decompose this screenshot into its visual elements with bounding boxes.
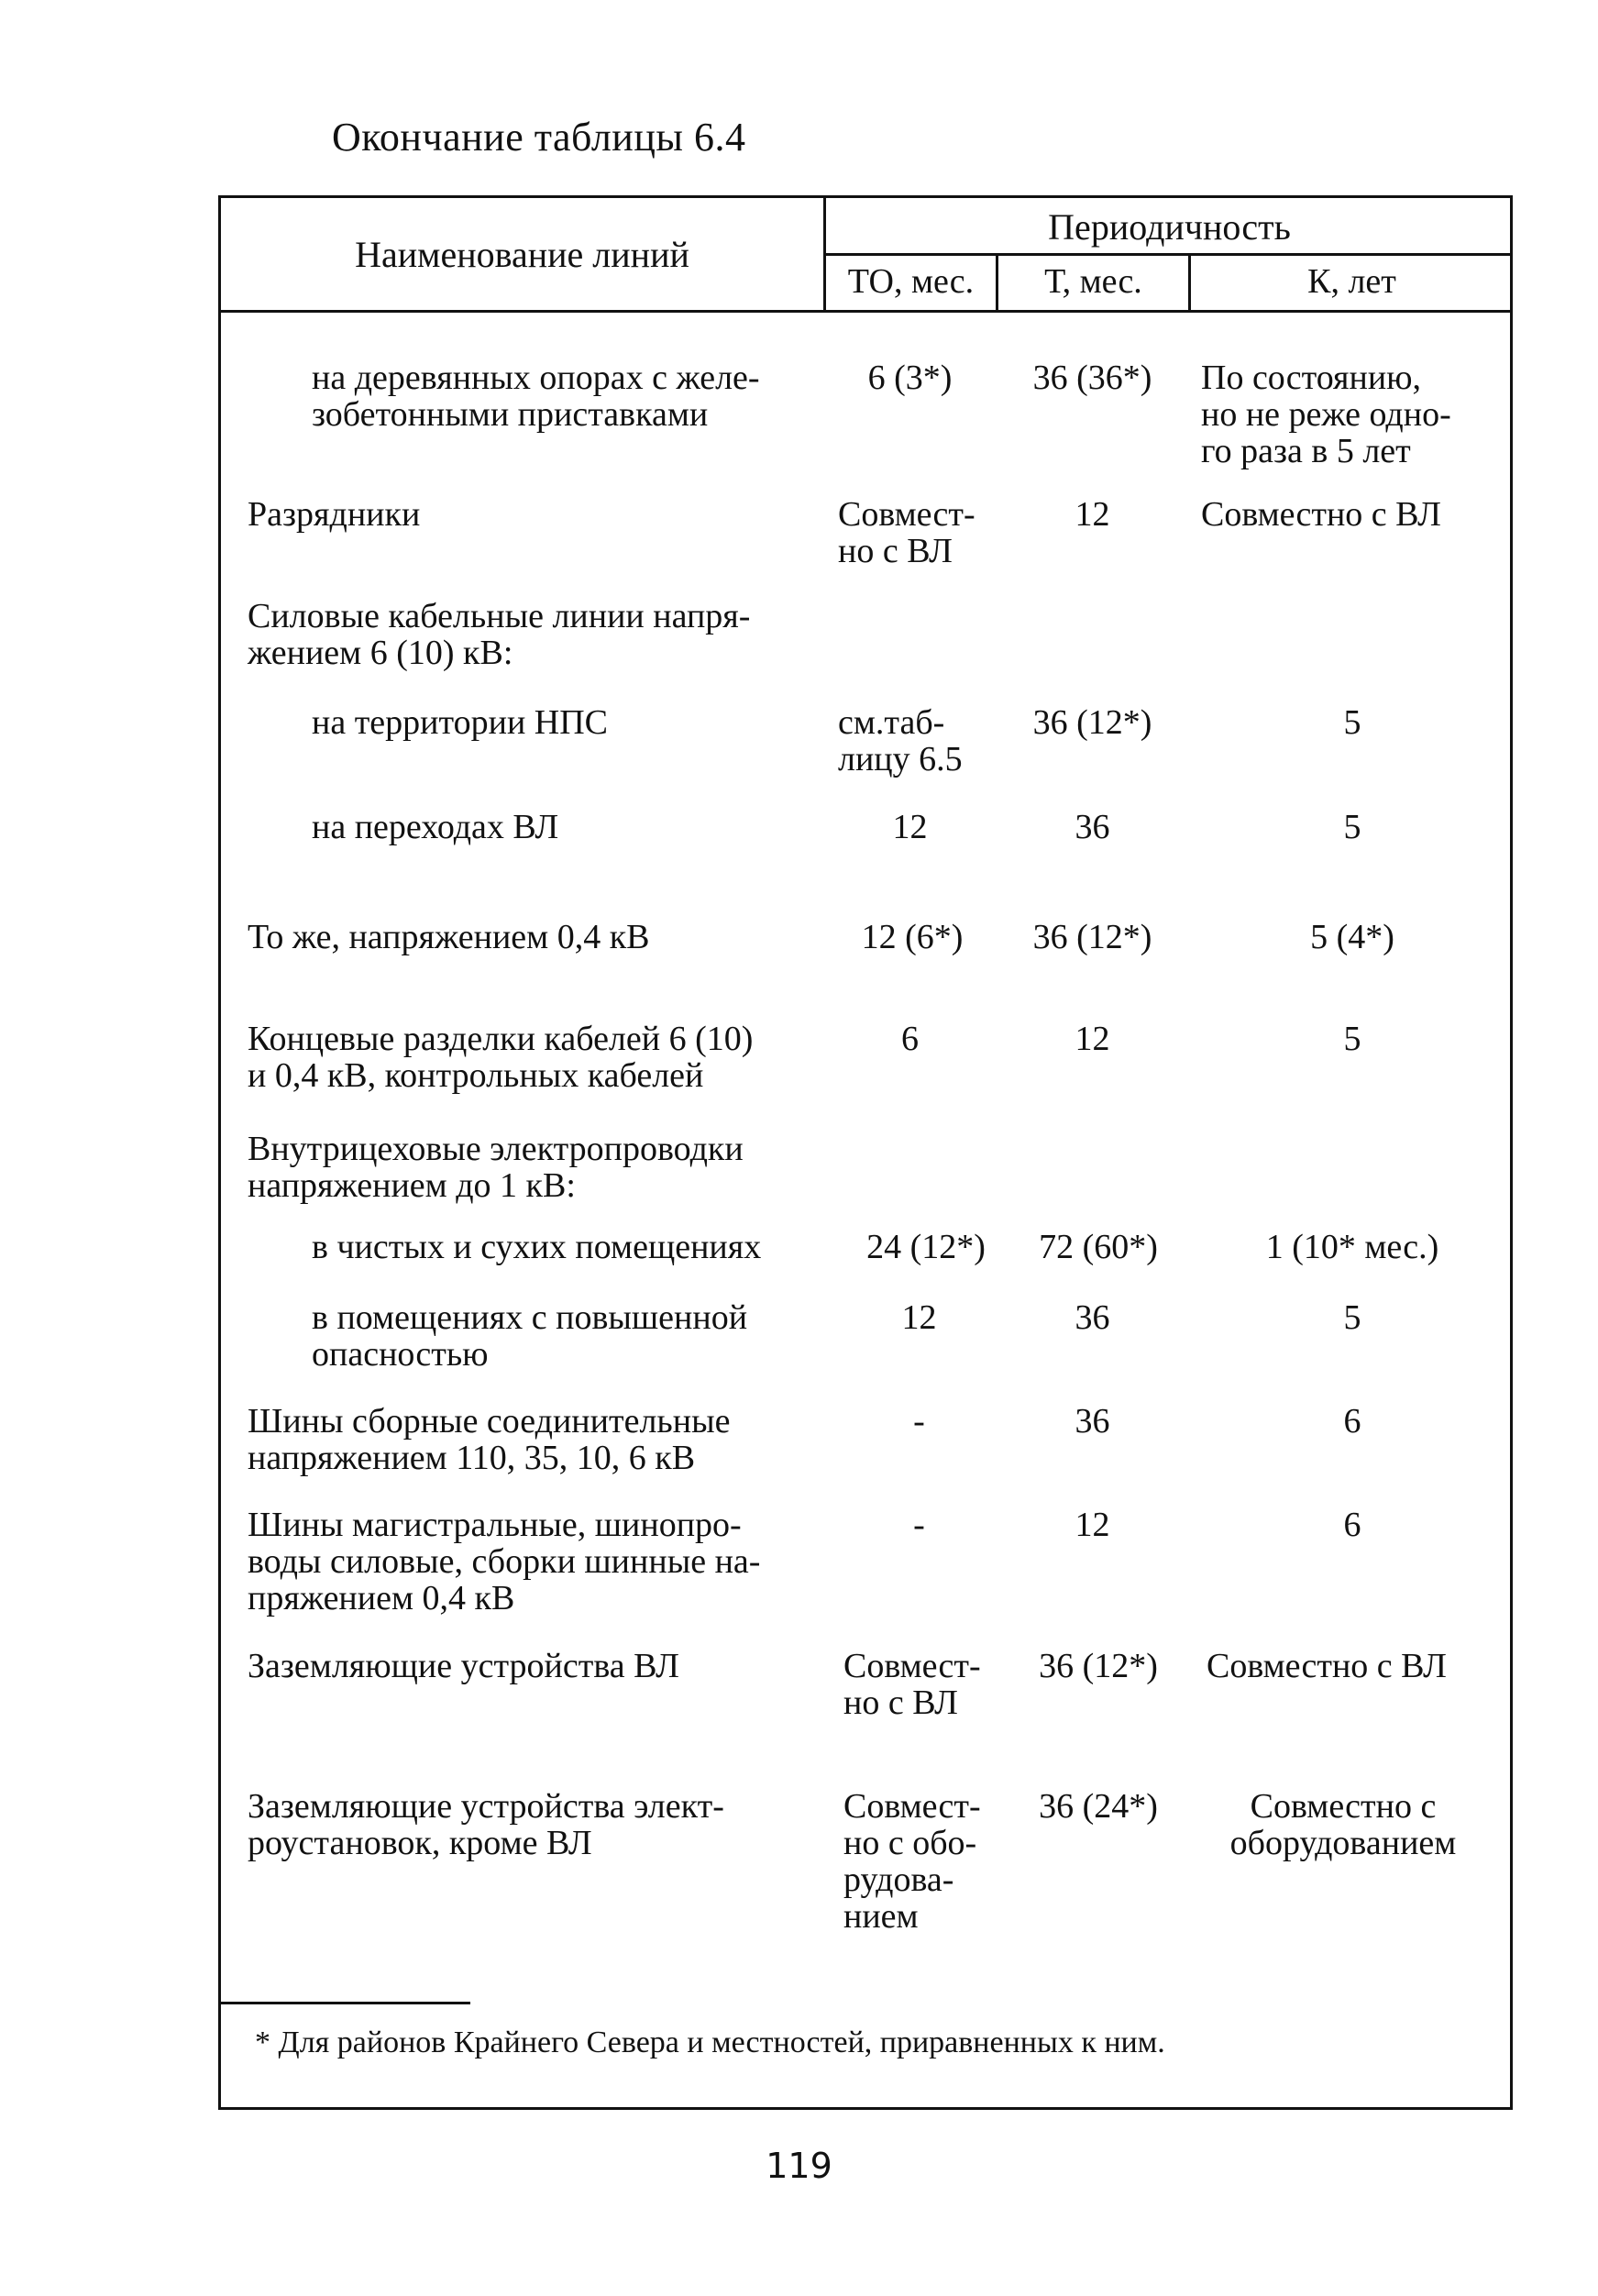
row-t: 36 (24*) <box>1039 1787 1158 1826</box>
footnote-rule <box>221 2002 470 2004</box>
row-k: 6 <box>1343 1506 1361 1544</box>
row-t: 36 (12*) <box>1032 918 1152 956</box>
row-name: на территории НПС <box>312 703 609 742</box>
header-name: Наименование линий <box>355 234 689 275</box>
row-k: Совместно с ВЛ <box>1201 495 1441 534</box>
row-to: - <box>913 1506 925 1544</box>
row-k: По состоянию, но не реже одно- го раза в 5 лет <box>1201 359 1451 470</box>
row-name: Шины сборные соединительные напряжением 110, 35, 10, 6 кВ <box>248 1402 731 1477</box>
row-to: Совмест- но с ВЛ <box>838 495 975 570</box>
row-to: Совмест- но с обо- рудова- нием <box>843 1787 981 1936</box>
footnote: * Для районов Крайнего Севера и местностей, приравненных к ним. <box>255 2026 1165 2059</box>
header-periodicity: Периодичность <box>1048 206 1291 248</box>
row-k: 5 <box>1343 808 1361 846</box>
row-section-heading: Силовые кабельные линии напря- жением 6 (10) кВ: <box>248 597 751 672</box>
row-to: 6 <box>901 1020 919 1058</box>
row-name: Концевые разделки кабелей 6 (10) и 0,4 кВ, контрольных кабелей <box>248 1020 754 1095</box>
row-to: Совмест- но с ВЛ <box>843 1647 981 1722</box>
row-t: 36 <box>1075 808 1110 846</box>
row-to: см.таб- лицу 6.5 <box>838 703 963 778</box>
row-t: 72 (60*) <box>1039 1228 1158 1266</box>
row-name: на переходах ВЛ <box>312 808 559 846</box>
row-name: Заземляющие устройства ВЛ <box>248 1647 679 1685</box>
header-rule-group <box>823 253 1513 256</box>
row-to: - <box>913 1402 925 1441</box>
row-to: 12 <box>892 808 928 846</box>
row-name: То же, напряжением 0,4 кВ <box>248 918 650 956</box>
table-caption: Окончание таблицы 6.4 <box>332 115 746 160</box>
row-t: 36 (36*) <box>1032 359 1152 397</box>
row-k: 5 <box>1343 703 1361 742</box>
header-t: Т, мес. <box>1044 262 1142 301</box>
row-name: Шины магистральные, шинопро- воды силовые, сборки шинные на- пряжением 0,4 кВ <box>248 1506 761 1617</box>
header-rule-bottom <box>221 310 1513 313</box>
row-t: 12 <box>1075 1020 1110 1058</box>
row-k: 5 (4*) <box>1310 918 1394 956</box>
row-name: Разрядники <box>248 495 421 534</box>
row-to: 12 <box>901 1298 937 1337</box>
row-name: в чистых и сухих помещениях <box>312 1228 762 1266</box>
row-k: 1 (10* мес.) <box>1265 1228 1439 1266</box>
row-t: 36 (12*) <box>1039 1647 1158 1685</box>
row-to: 6 (3*) <box>867 359 953 397</box>
page-number: 119 <box>766 2146 832 2186</box>
row-t: 36 (12*) <box>1032 703 1152 742</box>
header-k: К, лет <box>1307 262 1396 301</box>
row-k: Совместно с ВЛ <box>1207 1647 1447 1685</box>
row-name: в помещениях с повышенной опасностью <box>312 1298 748 1374</box>
row-name: Заземляющие устройства элект- роустановок, кроме ВЛ <box>248 1787 724 1862</box>
row-k: 6 <box>1343 1402 1361 1441</box>
row-to: 12 (6*) <box>861 918 964 956</box>
row-name: на деревянных опорах с желе- зобетонными приставками <box>312 359 760 434</box>
row-t: 12 <box>1075 1506 1110 1544</box>
row-t: 12 <box>1075 495 1110 534</box>
row-t: 36 <box>1075 1402 1110 1441</box>
row-t: 36 <box>1075 1298 1110 1337</box>
row-k: 5 <box>1343 1020 1361 1058</box>
row-to: 24 (12*) <box>866 1228 986 1266</box>
row-k: Совместно с оборудованием <box>1229 1787 1457 1862</box>
row-k: 5 <box>1343 1298 1361 1337</box>
row-section-heading: Внутрицеховые электропроводки напряжением до 1 кВ: <box>248 1130 744 1205</box>
header-to: ТО, мес. <box>847 262 975 301</box>
